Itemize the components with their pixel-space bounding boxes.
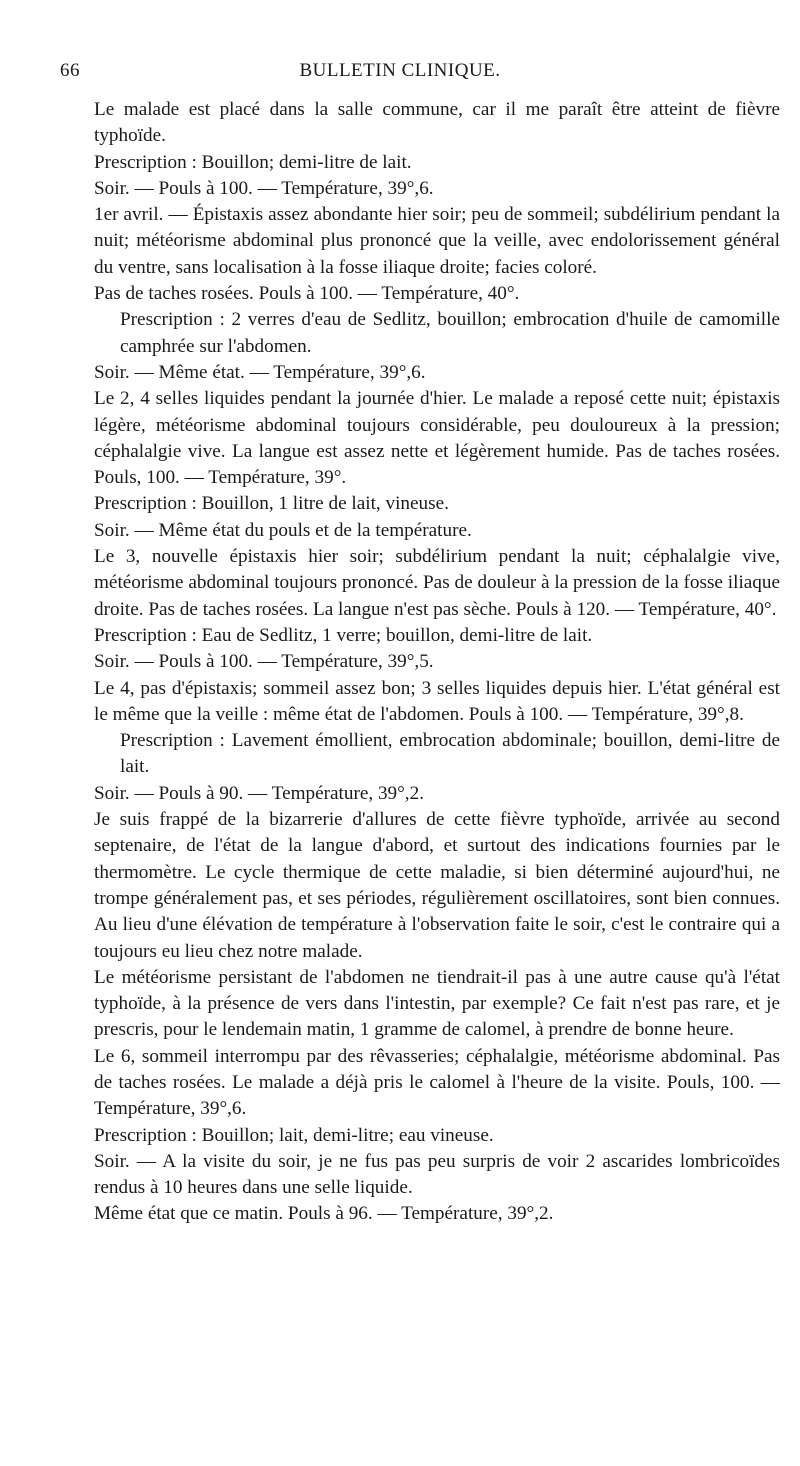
prescription-entry: Prescription : Lavement émollient, embrocation abdominale; bouillon, demi-litre de lait. (120, 730, 780, 778)
paragraph: Le malade est placé dans la salle commune, car il me paraît être atteint de fièvre typhoïde. (94, 99, 780, 147)
body-text (74, 97, 780, 1228)
day-entry: Le 2, 4 selles liquides pendant la journée d'hier. Le malade a reposé cette nuit; épistaxis légère, météorisme abdominal toujours considérable, peu douloureux à la pression; céphalalgie vive. La langue est assez nette et légèrement humide. Pas de taches rosées. Pouls, 100. — Température, 39°. (94, 388, 780, 489)
prescription-entry: Prescription : Bouillon; demi-litre de lait. (94, 151, 412, 173)
day-entry: Le 3, nouvelle épistaxis hier soir; subdélirium pendant la nuit; céphalalgie vive, météorisme abdominal toujours prononcé. Pas de douleur à la pression de la fosse iliaque droite. Pas de taches rosées. La langue n'est pas sèche. Pouls à 120. — Température, 40°. (94, 546, 780, 620)
prescription-entry: Prescription : Eau de Sedlitz, 1 verre; bouillon, demi-litre de lait. (94, 624, 593, 646)
prescription-entry: Prescription : Bouillon, 1 litre de lait, vineuse. (94, 493, 449, 515)
prescription-entry: Prescription : 2 verres d'eau de Sedlitz, bouillon; embrocation d'huile de camomille camphrée sur l'abdomen. (120, 309, 780, 357)
evening-entry: Soir. — A la visite du soir, je ne fus pas peu surpris de voir 2 ascarides lombricoïdes rendus à 10 heures dans une selle liquide. (94, 1150, 780, 1199)
prescription-entry: Prescription : Bouillon; lait, demi-litre; eau vineuse. (94, 1124, 494, 1146)
evening-entry: Soir. — Pouls à 100. — Température, 39°,5. (94, 651, 434, 673)
evening-entry: Soir. — Pouls à 100. — Température, 39°,6. (94, 177, 434, 199)
page-number: 66 (60, 60, 80, 81)
day-entry: Le 4, pas d'épistaxis; sommeil assez bon; 3 selles liquides depuis hier. L'état général est le même que la veille : même état de l'abdomen. Pouls à 100. — Température, 39°,8. (94, 677, 780, 725)
paragraph: Pas de taches rosées. Pouls à 100. — Température, 40°. (94, 283, 520, 305)
day-entry: 1er avril. — Épistaxis assez abondante hier soir; peu de sommeil; subdélirium pendant la nuit; météorisme abdominal plus prononcé que la veille, avec endolorissement général du ventre, sans localisation à la fosse iliaque droite; facies coloré. (94, 204, 780, 278)
evening-entry: Soir. — Même état du pouls et de la température. (94, 519, 472, 541)
commentary-paragraph: Le météorisme persistant de l'abdomen ne tiendrait-il pas à une autre cause qu'à l'état typhoïde, à la présence de vers dans l'intestin, par exemple? Ce fait n'est pas rare, et je prescris, pour le lendemain matin, 1 gramme de calomel, à prendre de bonne heure. (94, 966, 780, 1041)
running-title: BULLETIN CLINIQUE. (299, 60, 501, 81)
day-entry: Le 6, sommeil interrompu par des rêvasseries; céphalalgie, météorisme abdominal. Pas de taches rosées. Le malade a déjà pris le calomel à l'heure de la visite. Pouls, 100. — Température, 39°,6. (94, 1045, 780, 1120)
evening-entry: Soir. — Pouls à 90. — Température, 39°,2. (94, 782, 424, 804)
commentary-paragraph: Je suis frappé de la bizarrerie d'allures de cette fièvre typhoïde, arrivée au second septenaire, de l'état de la langue d'abord, et surtout des indications fournies par le thermomètre. Le cycle thermique de cette maladie, si bien déterminé aujourd'hui, ne trompe généralement pas, et ses périodes, régulièrement oscillatoires, sont bien connues. Au lieu d'une élévation de température à l'observation faite le soir, c'est le contraire qui a toujours eu lieu chez notre malade. (94, 809, 780, 962)
page-header (60, 60, 740, 88)
paragraph: Même état que ce matin. Pouls à 96. — Température, 39°,2. (94, 1203, 554, 1225)
evening-entry: Soir. — Même état. — Température, 39°,6. (94, 361, 426, 383)
